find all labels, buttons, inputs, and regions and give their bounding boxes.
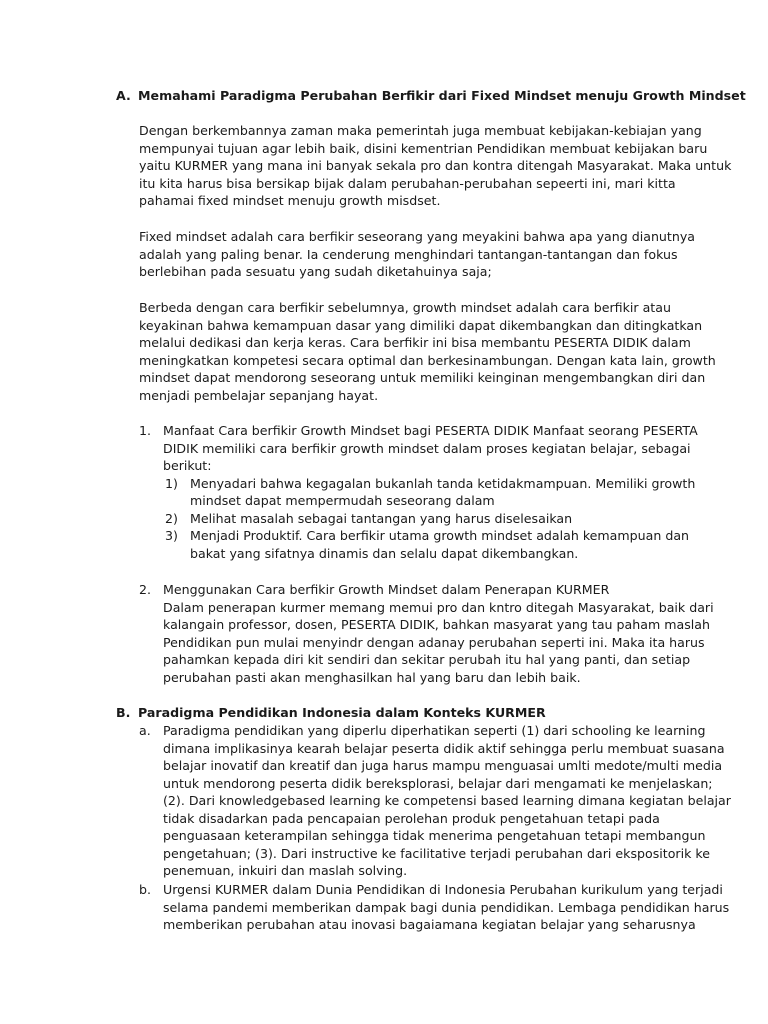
sub-item-number: 3) xyxy=(165,528,178,543)
sub-item-line: Menyadari bahwa kegagalan bukanlah tanda ketidakmampuan. Memiliki growth xyxy=(190,475,696,491)
list-item-line: memberikan perubahan atau inovasi bagaiamana kegiatan belajar yang seharusnya xyxy=(163,917,696,932)
section-a-paragraph-3 xyxy=(139,299,716,404)
paragraph-line: keyakinan bahwa kemampuan dasar yang dimiliki dapat dikembangkan dan ditingkatkan xyxy=(139,317,703,333)
list-item-line: (2). Dari knowledgebased learning ke competensi based learning dimana kegiatan belajar xyxy=(163,793,731,808)
sub-list-item xyxy=(163,527,690,562)
list-item-1 xyxy=(139,422,698,562)
list-item-line: pengetahuan; (3). Dari instructive ke facilitative terjadi perubahan dari ekspositorik ke xyxy=(163,845,710,861)
paragraph-line: Berbeda dengan cara berfikir sebelumnya, growth mindset adalah cara berfikir atau xyxy=(139,300,671,315)
list-item-line: kalangain professor, dosen, PESERTA DIDIK, bahkan masyarat yang tau paham maslah xyxy=(163,617,710,632)
list-item-line: Urgensi KURMER dalam Dunia Pendidikan di Indonesia Perubahan kurikulum yang terjadi xyxy=(163,882,723,897)
list-item-line: DIDIK memiliki cara berfikir growth mindset dalam proses kegiatan belajar, sebagai xyxy=(163,440,691,456)
list-item-line: berikut: xyxy=(163,458,212,473)
paragraph-line: mempunyai tujuan agar lebih baik, disini kementrian Pendidikan membuat kebijakan baru xyxy=(139,140,708,156)
list-item-number: 1. xyxy=(139,423,152,438)
section-a-title: Memahami Paradigma Perubahan Berfikir dari Fixed Mindset menuju Growth Mindset xyxy=(138,88,746,103)
list-item-letter: b. xyxy=(139,882,151,897)
sub-item-line: bakat yang sifatnya dinamis dan selalu dapat dikembangkan. xyxy=(190,545,579,561)
paragraph-line: meningkatkan kompetesi secara optimal dan berkesinambungan. Dengan kata lain, growth xyxy=(139,352,716,368)
paragraph-line: adalah yang paling benar. Ia cenderung menghindari tantangan-tantangan dan fokus xyxy=(139,246,678,262)
sub-item-number: 2) xyxy=(165,510,178,526)
list-item-line: dimana implikasinya kearah belajar peserta didik aktif sehingga perlu membuat suasana xyxy=(163,740,725,756)
section-a-marker: A. xyxy=(116,88,131,103)
list-item-line: selama pandemi memberikan dampak bagi dunia pendidikan. Lembaga pendidikan harus xyxy=(163,899,730,915)
sub-item-number: 1) xyxy=(165,475,178,491)
section-b-title: Paradigma Pendidikan Indonesia dalam Konteks KURMER xyxy=(138,705,546,720)
list-item-line: Dalam penerapan kurmer memang memui pro dan kntro ditegah Masyarakat, baik dari xyxy=(163,599,714,615)
list-item-line: belajar inovatif dan kreatif dan juga harus mampu menguasai umlti medote/multi media xyxy=(163,758,723,773)
list-item-line: Menggunakan Cara berfikir Growth Mindset dalam Penerapan KURMER xyxy=(163,582,610,597)
list-item-line: Pendidikan pun mulai menyindr dengan adanay perubahan seperti ini. Maka ita harus xyxy=(163,634,705,650)
paragraph-line: mindset dapat mendorong seseorang untuk memiliki keinginan mengembangkan diri dan xyxy=(139,370,706,385)
paragraph-line: itu kita harus bisa bersikap bijak dalam perubahan-perubahan sepeerti ini, mari kitta xyxy=(139,175,676,191)
section-b-heading xyxy=(116,704,546,722)
sub-item-line: mindset dapat mempermudah seseorang dalam xyxy=(190,493,495,508)
section-a-paragraph-2 xyxy=(139,228,695,281)
section-a-heading xyxy=(116,87,746,105)
list-item-a xyxy=(139,722,731,880)
list-item-b xyxy=(139,881,730,934)
list-item-line: perubahan pasti akan menghasilkan hal yang baru dan lebih baik. xyxy=(163,669,581,685)
list-item-number: 2. xyxy=(139,582,152,597)
list-item-letter: a. xyxy=(139,723,151,738)
list-item-line: untuk mendorong peserta didik bereksplorasi, belajar dari mengamati ke menjelaskan; xyxy=(163,775,713,791)
list-item-2 xyxy=(139,581,714,686)
paragraph-line: berlebihan pada sesuatu yang sudah diketahuinya saja; xyxy=(139,264,492,279)
sub-item-line: Melihat masalah sebagai tantangan yang harus diselesaikan xyxy=(190,510,573,526)
list-item-line: penemuan, inkuiri dan maslah solving. xyxy=(163,863,408,878)
paragraph-line: Dengan berkembannya zaman maka pemerintah juga membuat kebijakan-kebiajan yang xyxy=(139,123,702,138)
list-item-line: tidak disadarkan pada pencapaian perolehan produk pengetahuan tetapi pada xyxy=(163,810,660,826)
list-item-line: pahamkan kepada diri kit sendiri dan sekitar perubah itu hal yang panti, dan setiap xyxy=(163,652,691,667)
paragraph-line: menjadi pembelajar sepanjang hayat. xyxy=(139,387,379,403)
sub-list-item xyxy=(163,510,684,528)
list-item-line: penguasaan keterampilan sehingga tidak menerima pengetahuan tetapi membangun xyxy=(163,828,706,843)
paragraph-line: yaitu KURMER yang mana ini banyak sekala pro dan kontra ditengah Masyarakat. Maka untuk xyxy=(139,158,732,173)
paragraph-line: pahamai fixed mindset menuju growth misdset. xyxy=(139,193,441,208)
list-item-line: Paradigma pendidikan yang diperlu diperhatikan seperti (1) dari schooling ke learning xyxy=(163,723,706,738)
sub-list xyxy=(139,475,696,563)
section-b-marker: B. xyxy=(116,705,131,720)
section-a-paragraph-1 xyxy=(139,122,732,210)
list-item-line: Manfaat Cara berfikir Growth Mindset bagi PESERTA DIDIK Manfaat seorang PESERTA xyxy=(163,423,698,438)
sub-list-item xyxy=(163,475,696,510)
sub-item-line: Menjadi Produktif. Cara berfikir utama growth mindset adalah kemampuan dan xyxy=(190,528,690,543)
paragraph-line: melalui dedikasi dan kerja keras. Cara berfikir ini bisa membantu PESERTA DIDIK dalam xyxy=(139,335,691,350)
paragraph-line: Fixed mindset adalah cara berfikir seseorang yang meyakini bahwa apa yang dianutnya xyxy=(139,229,695,244)
